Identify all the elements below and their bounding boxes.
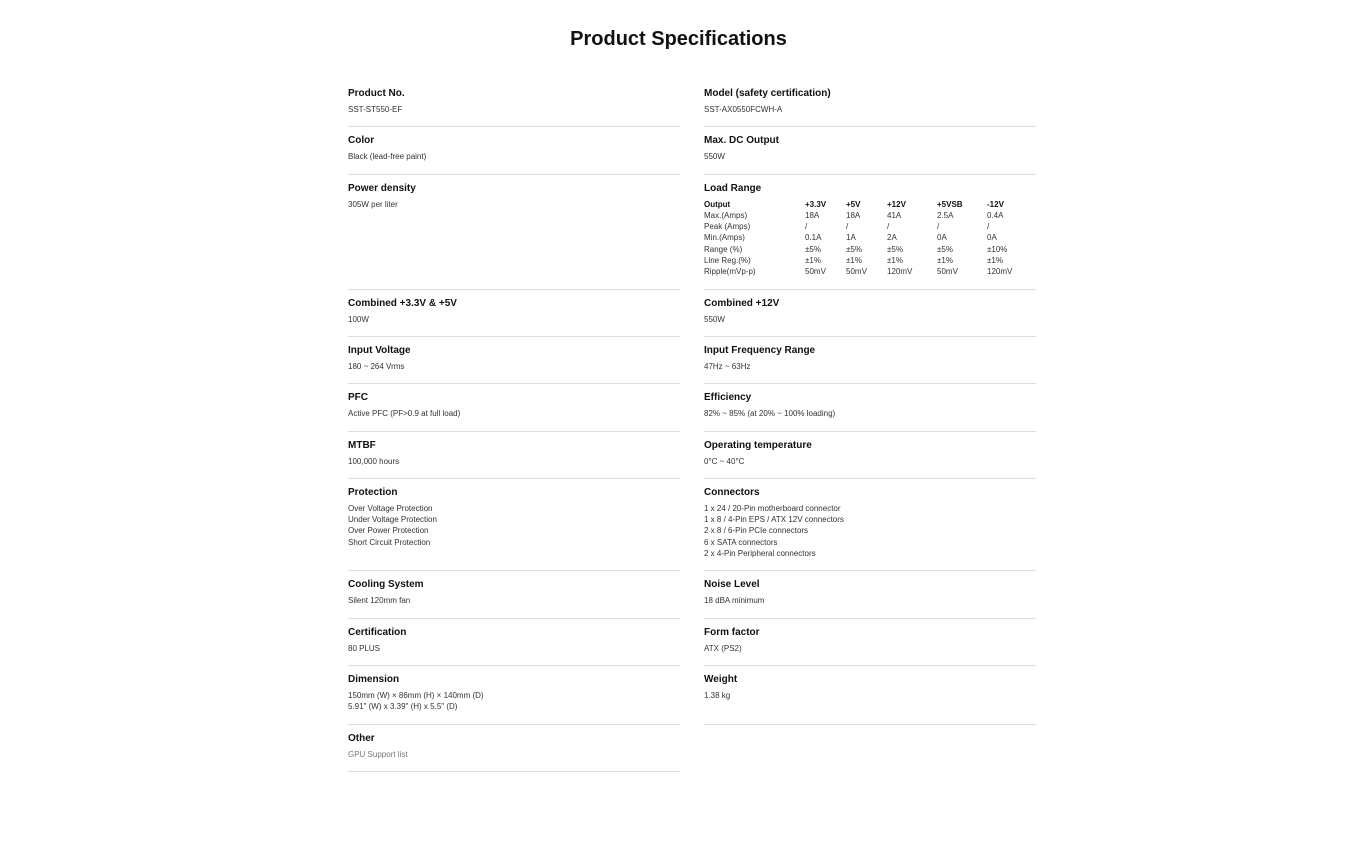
list-item: 6 x SATA connectors [704, 537, 778, 547]
spec-product-no [348, 80, 680, 127]
spec-value: 18 dBA minimum [704, 596, 765, 606]
spec-label: Color [348, 135, 375, 147]
spec-label: MTBF [348, 439, 376, 451]
spec-value: 47Hz ~ 63Hz [704, 361, 751, 371]
table-cell: Line Reg.(%) [704, 256, 751, 266]
table-cell: Range (%) [704, 244, 743, 254]
load-table-header: +12V [887, 199, 906, 209]
spec-value [348, 690, 680, 713]
table-cell: ±10% [987, 244, 1008, 254]
list-item: 5.91" (W) x 3.39" (H) x 5.5" (D) [348, 702, 458, 712]
page-title: Product Specifications [570, 28, 787, 50]
table-row [704, 232, 1027, 243]
list-item: 2 x 4-Pin Peripheral connectors [704, 549, 816, 559]
list-item: 1 x 8 / 4-Pin EPS / ATX 12V connectors [704, 515, 844, 525]
spec-input-voltage [348, 337, 680, 384]
list-item: 2 x 8 / 6-Pin PCIe connectors [704, 526, 809, 536]
table-cell: Ripple(mVp-p) [704, 267, 756, 277]
table-cell: / [805, 222, 808, 232]
spec-dimension [348, 666, 680, 725]
spec-protection [348, 479, 680, 571]
table-row [704, 210, 1027, 221]
list-item: Over Voltage Protection [348, 503, 433, 513]
table-cell: 2A [887, 233, 897, 243]
spec-form-factor [704, 619, 1036, 666]
table-cell: / [937, 222, 940, 232]
spec-value: Black (lead-free paint) [348, 152, 427, 162]
load-table-header-row [704, 199, 1027, 210]
spec-max-dc-output [704, 127, 1036, 174]
spec-label: Cooling System [348, 579, 424, 591]
spec-value: 180 ~ 264 Vrms [348, 361, 405, 371]
spec-label: Form factor [704, 626, 760, 638]
spec-label: Weight [704, 673, 738, 685]
spec-value: SST-AX0550FCWH-A [704, 105, 783, 114]
spec-label: Input Voltage [348, 344, 411, 356]
table-cell: ±1% [805, 256, 821, 266]
spec-model [704, 80, 1036, 127]
table-cell: 120mV [987, 267, 1013, 277]
table-cell: 18A [846, 210, 861, 220]
spec-value: Silent 120mm fan [348, 596, 411, 606]
table-cell: / [846, 222, 849, 232]
spec-label: Power density [348, 182, 416, 194]
spec-label: Combined +12V [704, 297, 780, 309]
spec-value: 550W [704, 314, 725, 324]
spec-grid [348, 80, 1036, 772]
spec-value: SST-ST550-EF [348, 105, 403, 114]
table-cell: Peak (Amps) [704, 222, 751, 232]
table-cell: 2.5A [937, 210, 954, 220]
table-cell: ±5% [937, 244, 953, 254]
table-cell: 0A [937, 233, 947, 243]
spec-weight [704, 666, 1036, 725]
spec-value: 0°C ~ 40°C [704, 456, 745, 466]
table-cell: ±1% [937, 256, 953, 266]
spec-value: Active PFC (PF>0.9 at full load) [348, 409, 461, 419]
load-table-header: Output [704, 199, 731, 209]
table-cell: 0.4A [987, 210, 1004, 220]
spec-input-frequency [704, 337, 1036, 384]
spec-label: Efficiency [704, 392, 752, 404]
load-table-header: +3.3V [805, 199, 827, 209]
spec-load-range [704, 175, 1036, 290]
spec-label: Noise Level [704, 579, 760, 591]
table-cell: 120mV [887, 267, 913, 277]
spec-label: Product No. [348, 88, 405, 99]
table-cell: 50mV [805, 267, 826, 277]
table-cell: Max.(Amps) [704, 210, 748, 220]
table-cell: 1A [846, 233, 856, 243]
load-range-table [704, 199, 1027, 278]
spec-value: 82% ~ 85% (at 20% ~ 100% loading) [704, 409, 836, 419]
table-row [704, 255, 1027, 266]
spec-value: 305W per liter [348, 199, 398, 209]
spec-label: Combined +3.3V & +5V [348, 297, 457, 309]
spec-label: Protection [348, 486, 398, 498]
table-cell: 41A [887, 210, 902, 220]
spec-mtbf [348, 432, 680, 479]
spec-label: PFC [348, 392, 368, 404]
table-cell: 50mV [846, 267, 867, 277]
spec-value: 1.38 kg [704, 690, 731, 700]
table-cell: 0.1A [805, 233, 822, 243]
spec-color [348, 127, 680, 174]
spec-label: Connectors [704, 486, 760, 498]
table-cell: ±1% [887, 256, 903, 266]
spec-value: 100,000 hours [348, 456, 400, 466]
table-row [704, 266, 1027, 277]
table-cell: / [987, 222, 990, 232]
table-cell: 50mV [937, 267, 958, 277]
list-item: 150mm (W) × 86mm (H) × 140mm (D) [348, 690, 484, 700]
spec-label: Input Frequency Range [704, 344, 816, 356]
spec-label: Certification [348, 626, 407, 638]
table-cell: 0A [987, 233, 997, 243]
list-item: Short Circuit Protection [348, 537, 431, 547]
spec-label: Max. DC Output [704, 135, 779, 147]
gpu-support-list-link[interactable]: GPU Support list [348, 749, 408, 759]
load-table-header: -12V [987, 199, 1004, 209]
spec-power-density [348, 175, 680, 290]
load-table-header: +5V [846, 199, 861, 209]
table-row [704, 221, 1027, 232]
spec-pfc [348, 384, 680, 431]
spec-label: Operating temperature [704, 439, 812, 451]
list-item: Under Voltage Protection [348, 515, 437, 525]
spec-label: Model (safety certification) [704, 88, 831, 99]
spec-combined-3v3-5v [348, 290, 680, 337]
spec-label: Other [348, 732, 375, 744]
spec-value [348, 503, 680, 548]
spec-label: Load Range [704, 182, 762, 194]
spec-operating-temperature [704, 432, 1036, 479]
spec-certification [348, 619, 680, 666]
spec-cooling-system [348, 571, 680, 618]
table-cell: / [887, 222, 890, 232]
spec-other [348, 725, 680, 772]
spec-label: Dimension [348, 673, 400, 685]
load-table-header: +5VSB [937, 199, 963, 209]
table-cell: ±5% [805, 244, 821, 254]
spec-efficiency [704, 384, 1036, 431]
table-row [704, 244, 1027, 255]
table-cell: ±1% [987, 256, 1003, 266]
table-cell: Min.(Amps) [704, 233, 745, 243]
spec-value: 80 PLUS [348, 643, 381, 653]
table-cell: ±5% [846, 244, 862, 254]
spec-value [704, 503, 1036, 559]
table-cell: 18A [805, 210, 820, 220]
list-item: Over Power Protection [348, 526, 429, 536]
spec-value: ATX (PS2) [704, 643, 742, 653]
spec-connectors [704, 479, 1036, 571]
spec-value: 550W [704, 152, 725, 162]
table-cell: ±5% [887, 244, 903, 254]
spec-value: 100W [348, 314, 369, 324]
table-cell: ±1% [846, 256, 862, 266]
spec-noise-level [704, 571, 1036, 618]
list-item: 1 x 24 / 20-Pin motherboard connector [704, 503, 841, 513]
spec-combined-12v [704, 290, 1036, 337]
